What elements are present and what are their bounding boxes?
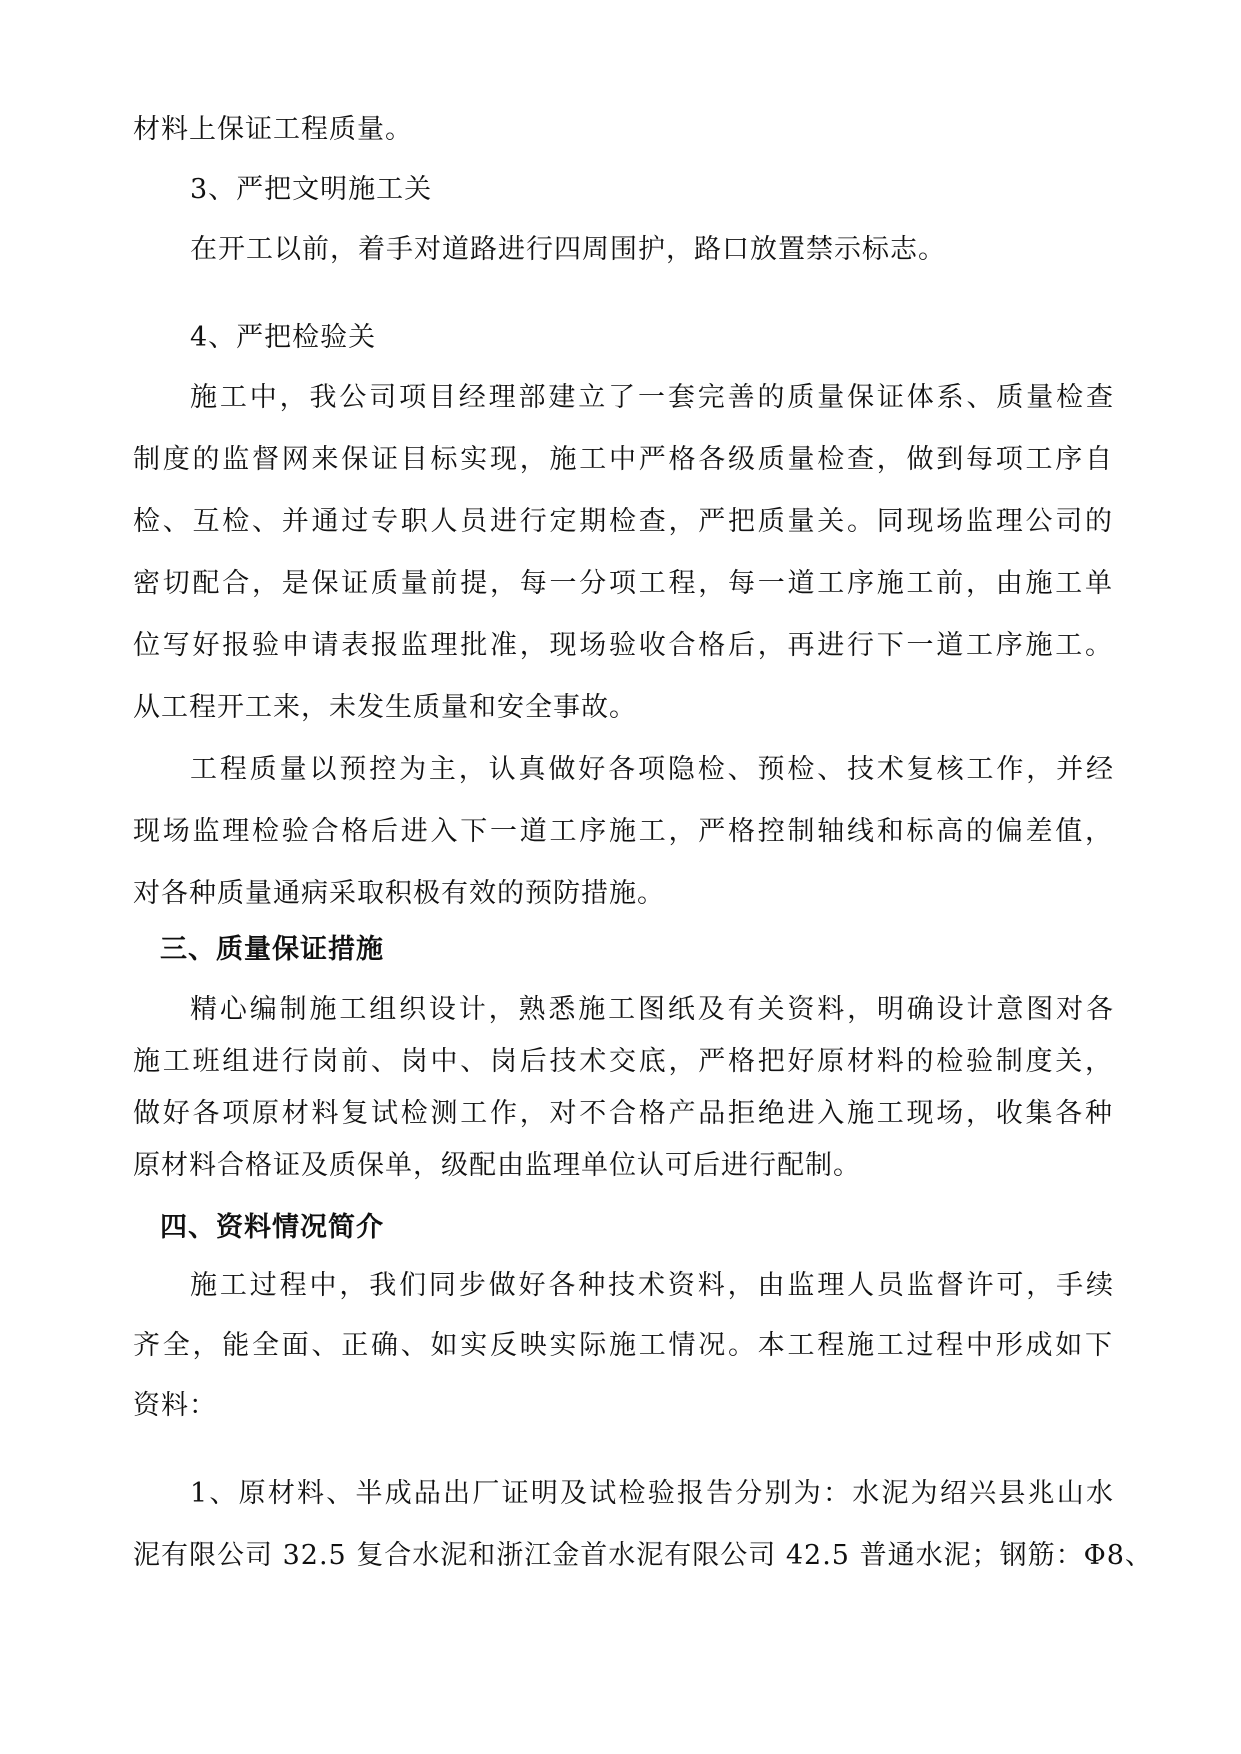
text-line: 工程质量以预控为主，认真做好各项隐检、预检、技术复核工作，并经 [190, 754, 1114, 785]
text-line: 在开工以前，着手对道路进行四周围护，路口放置禁示标志。 [190, 234, 946, 265]
text-line: 1、原材料、半成品出厂证明及试检验报告分别为：水泥为绍兴县兆山水 [190, 1478, 1114, 1509]
text-line: 施工过程中，我们同步做好各种技术资料，由监理人员监督许可，手续 [190, 1270, 1114, 1301]
text-line: 原材料合格证及质保单，级配由监理单位认可后进行配制。 [133, 1150, 861, 1181]
text-line: 精心编制施工组织设计，熟悉施工图纸及有关资料，明确设计意图对各 [190, 994, 1114, 1025]
text-line: 做好各项原材料复试检测工作，对不合格产品拒绝进入施工现场，收集各种 [133, 1098, 1113, 1129]
text-line: 位写好报验申请表报监理批准，现场验收合格后，再进行下一道工序施工。 [133, 630, 1113, 661]
section-heading: 四、资料情况简介 [160, 1212, 384, 1243]
text-line: 齐全，能全面、正确、如实反映实际施工情况。本工程施工过程中形成如下 [133, 1330, 1113, 1361]
text-line: 密切配合，是保证质量前提，每一分项工程，每一道工序施工前，由施工单 [133, 568, 1113, 599]
text-line: 现场监理检验合格后进入下一道工序施工，严格控制轴线和标高的偏差值， [133, 816, 1113, 847]
subheading: 4、严把检验关 [190, 322, 377, 353]
text-line: 对各种质量通病采取积极有效的预防措施。 [133, 878, 665, 909]
text-line: 材料上保证工程质量。 [133, 114, 413, 145]
text-line: 检、互检、并通过专职人员进行定期检查，严把质量关。同现场监理公司的 [133, 506, 1113, 537]
text-line: 资料： [133, 1390, 217, 1421]
text-line: 泥有限公司 32.5 复合水泥和浙江金首水泥有限公司 42.5 普通水泥；钢筋：Φ8、 [133, 1540, 1153, 1571]
section-heading: 三、质量保证措施 [160, 934, 384, 965]
text-line: 制度的监督网来保证目标实现，施工中严格各级质量检查，做到每项工序自 [133, 444, 1113, 475]
text-line: 施工中，我公司项目经理部建立了一套完善的质量保证体系、质量检查 [190, 382, 1114, 413]
text-line: 施工班组进行岗前、岗中、岗后技术交底，严格把好原材料的检验制度关， [133, 1046, 1113, 1077]
text-line: 从工程开工来，未发生质量和安全事故。 [133, 692, 637, 723]
subheading: 3、严把文明施工关 [190, 174, 433, 205]
